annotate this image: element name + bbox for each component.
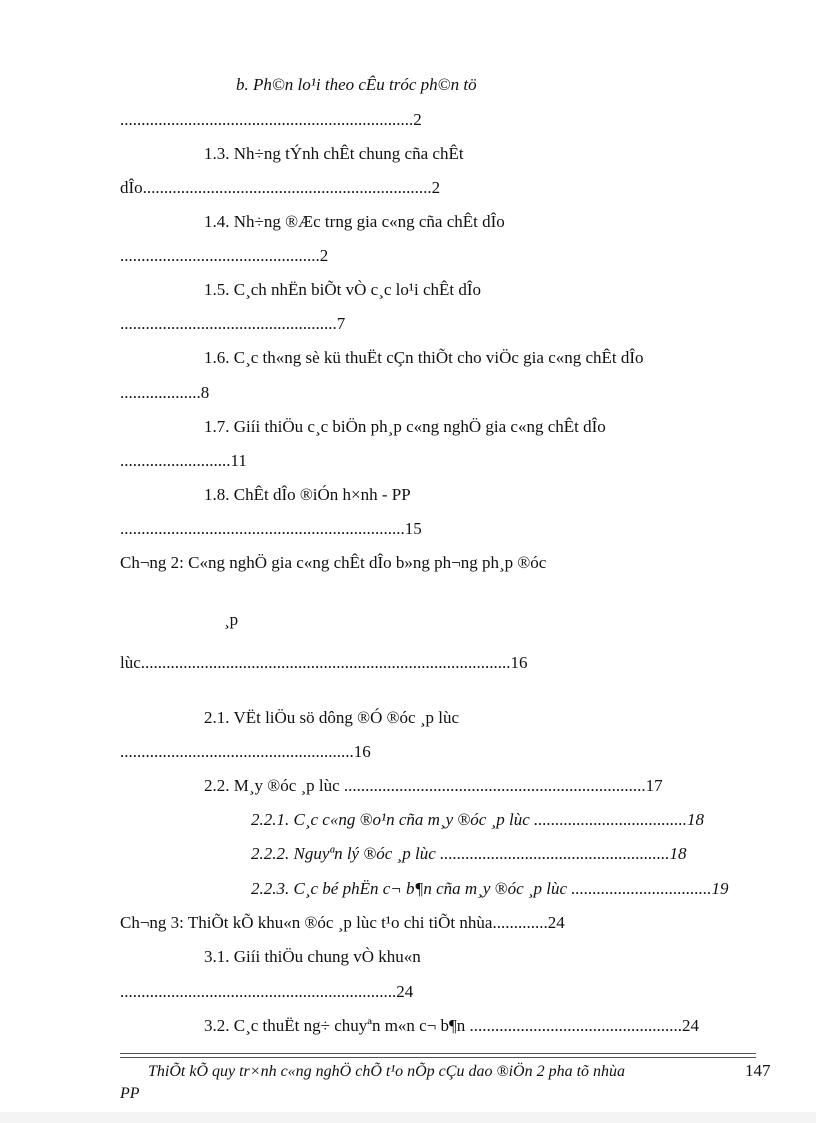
toc-leader: ...................................................7 <box>120 314 346 333</box>
toc-line-1-7: 1.7. Giíi thiÖu c¸c biÖn ph¸p c«ng nghÖ gia c«ng chÊt dÎo <box>204 417 606 436</box>
toc-chapter-2-end: lùc.......................................................................................16 <box>120 653 528 672</box>
toc-chapter-2-cont: ¸p <box>224 610 239 629</box>
toc-leader: .................................................................24 <box>120 982 414 1001</box>
toc-leader: dÎo....................................................................2 <box>120 178 441 197</box>
toc-line-1-4: 1.4. Nh÷ng ®Æc trng gia c«ng cña chÊt dÎo <box>204 212 505 231</box>
bottom-band <box>0 1112 816 1123</box>
toc-leader: ...................................................................15 <box>120 519 422 538</box>
toc-line-2-2-2: 2.2.2. Nguyªn lý ®óc ¸p lùc ......................................................18 <box>251 844 687 863</box>
toc-line-1-5: 1.5. C¸ch nhËn biÕt vÒ c¸c lo¹i chÊt dÎo <box>204 280 482 299</box>
toc-line-b: b. Ph©n lo¹i theo cÊu tróc ph©n tö <box>236 75 477 94</box>
page-number: 147 <box>745 1061 771 1080</box>
toc-line-2-1: 2.1. VËt liÖu sö dông ®Ó ®óc ¸p lùc <box>204 708 459 727</box>
toc-line-3-1: 3.1. Giíi thiÖu chung vÒ khu«n <box>204 947 421 966</box>
toc-line-2-2-3: 2.2.3. C¸c bé phËn c¬ b¶n cña m¸y ®óc ¸p lùc .................................19 <box>251 879 729 898</box>
toc-line-1-6: 1.6. C¸c th«ng sè kü thuËt cÇn thiÕt cho viÖc gia c«ng chÊt dÎo <box>204 348 644 367</box>
toc-line-3-2: 3.2. C¸c thuËt ng÷ chuyªn m«n c¬ b¶n ..................................................24 <box>204 1016 700 1035</box>
toc-line-1-3: 1.3. Nh÷ng tÝnh chÊt chung cña chÊt <box>204 144 464 163</box>
footer-rule-top <box>120 1053 756 1054</box>
toc-chapter-3: Ch¬ng 3: ThiÕt kÕ khu«n ®óc ¸p lùc t¹o chi tiÕt nhùa.............24 <box>120 913 565 932</box>
toc-leader: .....................................................................2 <box>120 110 422 129</box>
toc-line-2-2-1: 2.2.1. C¸c c«ng ®o¹n cña m¸y ®óc ¸p lùc ....................................18 <box>251 810 705 829</box>
toc-leader: ...................8 <box>120 383 210 402</box>
toc-leader: .......................................................16 <box>120 742 371 761</box>
toc-line-1-8: 1.8. ChÊt dÎo ®iÓn h×nh - PP <box>204 485 411 504</box>
footer-title-cont: PP <box>120 1085 140 1102</box>
toc-chapter-2: Ch¬ng 2: C«ng nghÖ gia c«ng chÊt dÎo b»ng ph¬ng ph¸p ®óc <box>120 553 547 572</box>
footer-rule-bottom <box>120 1057 756 1058</box>
toc-leader: ..........................11 <box>120 451 247 470</box>
toc-leader: ...............................................2 <box>120 246 329 265</box>
toc-line-2-2: 2.2. M¸y ®óc ¸p lùc .......................................................................17 <box>204 776 663 795</box>
footer-title: ThiÕt kÕ quy tr×nh c«ng nghÖ chÕ t¹o nÕp cÇu dao ®iÖn 2 pha tõ nhùa <box>148 1063 626 1080</box>
